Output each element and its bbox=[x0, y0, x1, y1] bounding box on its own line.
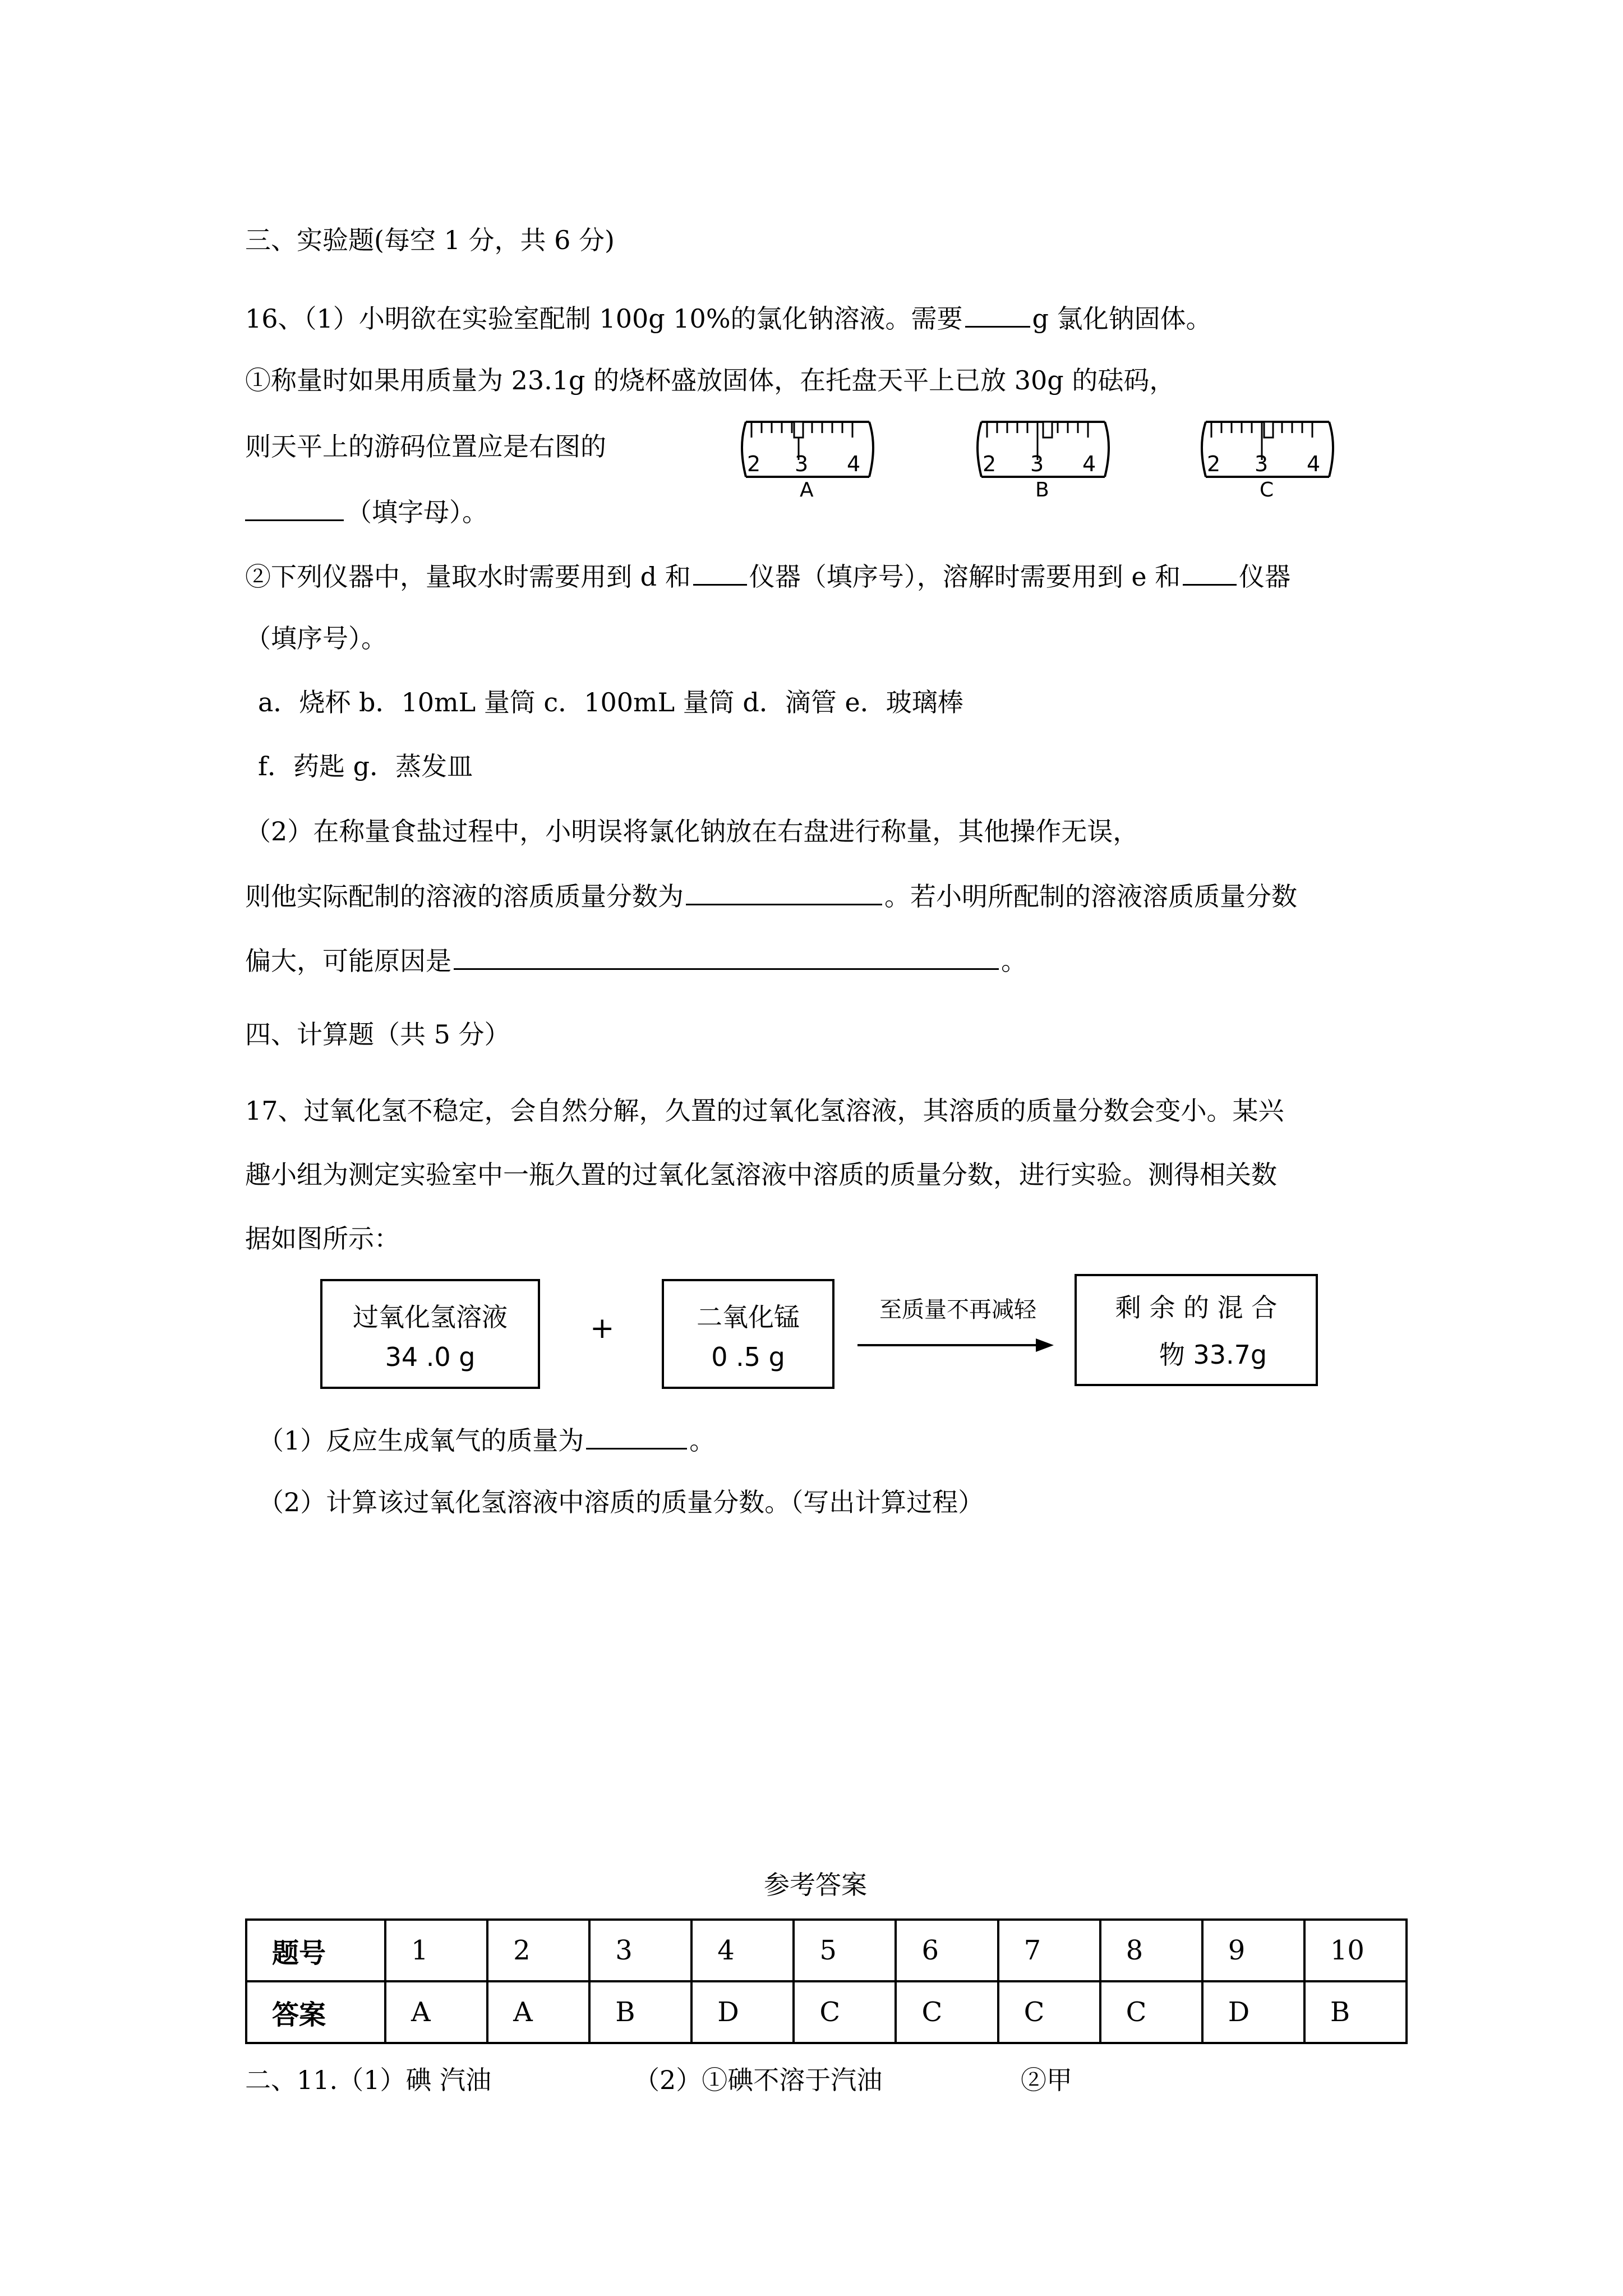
q16-blank-letter[interactable] bbox=[245, 494, 344, 521]
q16-blank-dissolve[interactable] bbox=[1183, 558, 1237, 586]
box-mno2-label: 二氧化锰 bbox=[697, 1302, 800, 1332]
box-residue-label: 剩 余 的 混 合 bbox=[1115, 1292, 1278, 1323]
diagram-box-h2o2 bbox=[320, 1279, 540, 1389]
q17-sub1-tail: 。 bbox=[689, 1425, 716, 1456]
answer-value: A bbox=[385, 1981, 487, 2043]
section3-heading: 三、实验题(每空 1 分，共 6 分) bbox=[245, 225, 615, 255]
q16-blank-reason[interactable] bbox=[454, 942, 999, 970]
ruler-a-letter: A bbox=[800, 478, 814, 499]
ruler-b-tick3: 4 bbox=[1082, 452, 1096, 476]
q17-line1: 17、过氧化氢不稳定，会自然分解，久置的过氧化氢溶液，其溶质的质量分数会变小。某兴 bbox=[245, 1096, 1284, 1126]
ruler-c-tick1: 2 bbox=[1207, 452, 1221, 476]
diagram-arrow bbox=[855, 1334, 1057, 1356]
q16-line10-tail: 。若小明所配制的溶液溶质质量分数 bbox=[884, 881, 1297, 912]
answers-part2-c: ②甲 bbox=[1021, 2065, 1072, 2095]
q17-line3: 据如图所示： bbox=[245, 1223, 400, 1254]
ruler-b bbox=[970, 415, 1116, 499]
answers-row-values bbox=[246, 1981, 1407, 2043]
answers-header-number: 题号 bbox=[246, 1920, 385, 1981]
answers-part2-a: 二、11.（1）碘 汽油 bbox=[245, 2065, 492, 2095]
q16-line3: 则天平上的游码位置应是右图的 bbox=[245, 431, 606, 462]
answers-header-answer: 答案 bbox=[246, 1981, 385, 2043]
q16-line11 bbox=[245, 942, 1027, 978]
answers-row-numbers bbox=[246, 1920, 1407, 1981]
answer-value: C bbox=[896, 1981, 998, 2043]
answer-number: 3 bbox=[589, 1920, 691, 1981]
q16-line10 bbox=[245, 878, 1297, 913]
answers-part2-b: （2）①碘不溶于汽油 bbox=[634, 2065, 883, 2095]
q16-blank-water[interactable] bbox=[693, 558, 747, 586]
q17-line2: 趣小组为测定实验室中一瓶久置的过氧化氢溶液中溶质的质量分数，进行实验。测得相关数 bbox=[245, 1159, 1277, 1190]
q16-line10-text: 则他实际配制的溶液的溶质质量分数为 bbox=[245, 881, 684, 912]
q16-line5-a: ②下列仪器中，量取水时需要用到 d 和 bbox=[245, 562, 691, 592]
diagram-plus: + bbox=[590, 1312, 615, 1345]
answer-value: D bbox=[1202, 1981, 1304, 2043]
q16-line4 bbox=[245, 494, 488, 529]
box-mno2-mass: 0 .5 g bbox=[711, 1342, 785, 1372]
q16-line4-text: （填字母）。 bbox=[346, 497, 488, 527]
q16-line5-c: 仪器 bbox=[1239, 562, 1291, 592]
answer-number: 4 bbox=[691, 1920, 794, 1981]
ruler-figure bbox=[735, 415, 1352, 527]
q16-line1 bbox=[245, 300, 1212, 335]
ruler-c-letter: C bbox=[1260, 478, 1274, 499]
q16-line11-text: 偏大，可能原因是 bbox=[245, 946, 451, 976]
answer-value: D bbox=[691, 1981, 794, 2043]
q17-sub2: （2）计算该过氧化氢溶液中溶质的质量分数。（写出计算过程） bbox=[258, 1487, 984, 1517]
q17-blank-oxygen[interactable] bbox=[586, 1422, 687, 1450]
q16-line5-b: 仪器（填序号），溶解时需要用到 e 和 bbox=[749, 562, 1181, 592]
q16-blank-mass[interactable] bbox=[965, 300, 1030, 328]
answer-number: 8 bbox=[1100, 1920, 1202, 1981]
answers-table bbox=[245, 1918, 1408, 2044]
answer-number: 5 bbox=[794, 1920, 896, 1981]
ruler-b-tick2: 3 bbox=[1030, 452, 1044, 476]
q16-line1-text: 16、（1）小明欲在实验室配制 100g 10%的氯化钠溶液。需要 bbox=[245, 303, 963, 334]
box-residue-mass: 物 33.7g bbox=[1159, 1340, 1267, 1370]
answer-number: 7 bbox=[998, 1920, 1100, 1981]
answer-number: 10 bbox=[1304, 1920, 1407, 1981]
ruler-a-tick3: 4 bbox=[847, 452, 861, 476]
q16-line6: （填序号）。 bbox=[245, 623, 387, 654]
answer-number: 1 bbox=[385, 1920, 487, 1981]
ruler-b-tick1: 2 bbox=[983, 452, 997, 476]
box-h2o2-mass: 34 .0 g bbox=[385, 1342, 476, 1372]
q16-blank-fraction[interactable] bbox=[686, 878, 882, 905]
answer-number: 9 bbox=[1202, 1920, 1304, 1981]
diagram-box-residue bbox=[1075, 1274, 1318, 1386]
q16-line7: a．烧杯 b．10mL 量筒 c．100mL 量筒 d．滴管 e．玻璃棒 bbox=[258, 687, 963, 717]
answer-number: 2 bbox=[487, 1920, 589, 1981]
q16-line2: ①称量时如果用质量为 23.1g 的烧杯盛放固体，在托盘天平上已放 30g 的砝码， bbox=[245, 365, 1175, 395]
answer-value: B bbox=[589, 1981, 691, 2043]
q16-line8: f．药匙 g．蒸发皿 bbox=[258, 751, 473, 781]
answer-value: A bbox=[487, 1981, 589, 2043]
q16-line11-tail: 。 bbox=[1001, 946, 1027, 976]
q16-line9: （2）在称量食盐过程中，小明误将氯化钠放在右盘进行称量，其他操作无误， bbox=[245, 816, 1139, 846]
answers-title: 参考答案 bbox=[764, 1870, 867, 1900]
q16-line5 bbox=[245, 558, 1290, 593]
ruler-c-tick2: 3 bbox=[1255, 452, 1269, 476]
answer-value: B bbox=[1304, 1981, 1407, 2043]
box-h2o2-label: 过氧化氢溶液 bbox=[353, 1302, 508, 1332]
answer-number: 6 bbox=[896, 1920, 998, 1981]
answer-value: C bbox=[794, 1981, 896, 2043]
section4-heading: 四、计算题（共 5 分） bbox=[245, 1019, 510, 1050]
ruler-a-tick1: 2 bbox=[747, 452, 761, 476]
diagram-arrow-label: 至质量不再减轻 bbox=[879, 1297, 1036, 1323]
q17-sub1 bbox=[258, 1422, 715, 1457]
q17-sub1-text: （1）反应生成氧气的质量为 bbox=[258, 1425, 584, 1456]
ruler-b-letter: B bbox=[1035, 478, 1049, 499]
q16-line1-tail: g 氯化钠固体。 bbox=[1032, 303, 1212, 334]
diagram-box-mno2 bbox=[662, 1279, 834, 1389]
ruler-c-tick3: 4 bbox=[1307, 452, 1321, 476]
ruler-c bbox=[1195, 415, 1340, 499]
answer-value: C bbox=[1100, 1981, 1202, 2043]
ruler-a bbox=[735, 415, 880, 499]
ruler-a-tick2: 3 bbox=[795, 452, 809, 476]
answer-value: C bbox=[998, 1981, 1100, 2043]
